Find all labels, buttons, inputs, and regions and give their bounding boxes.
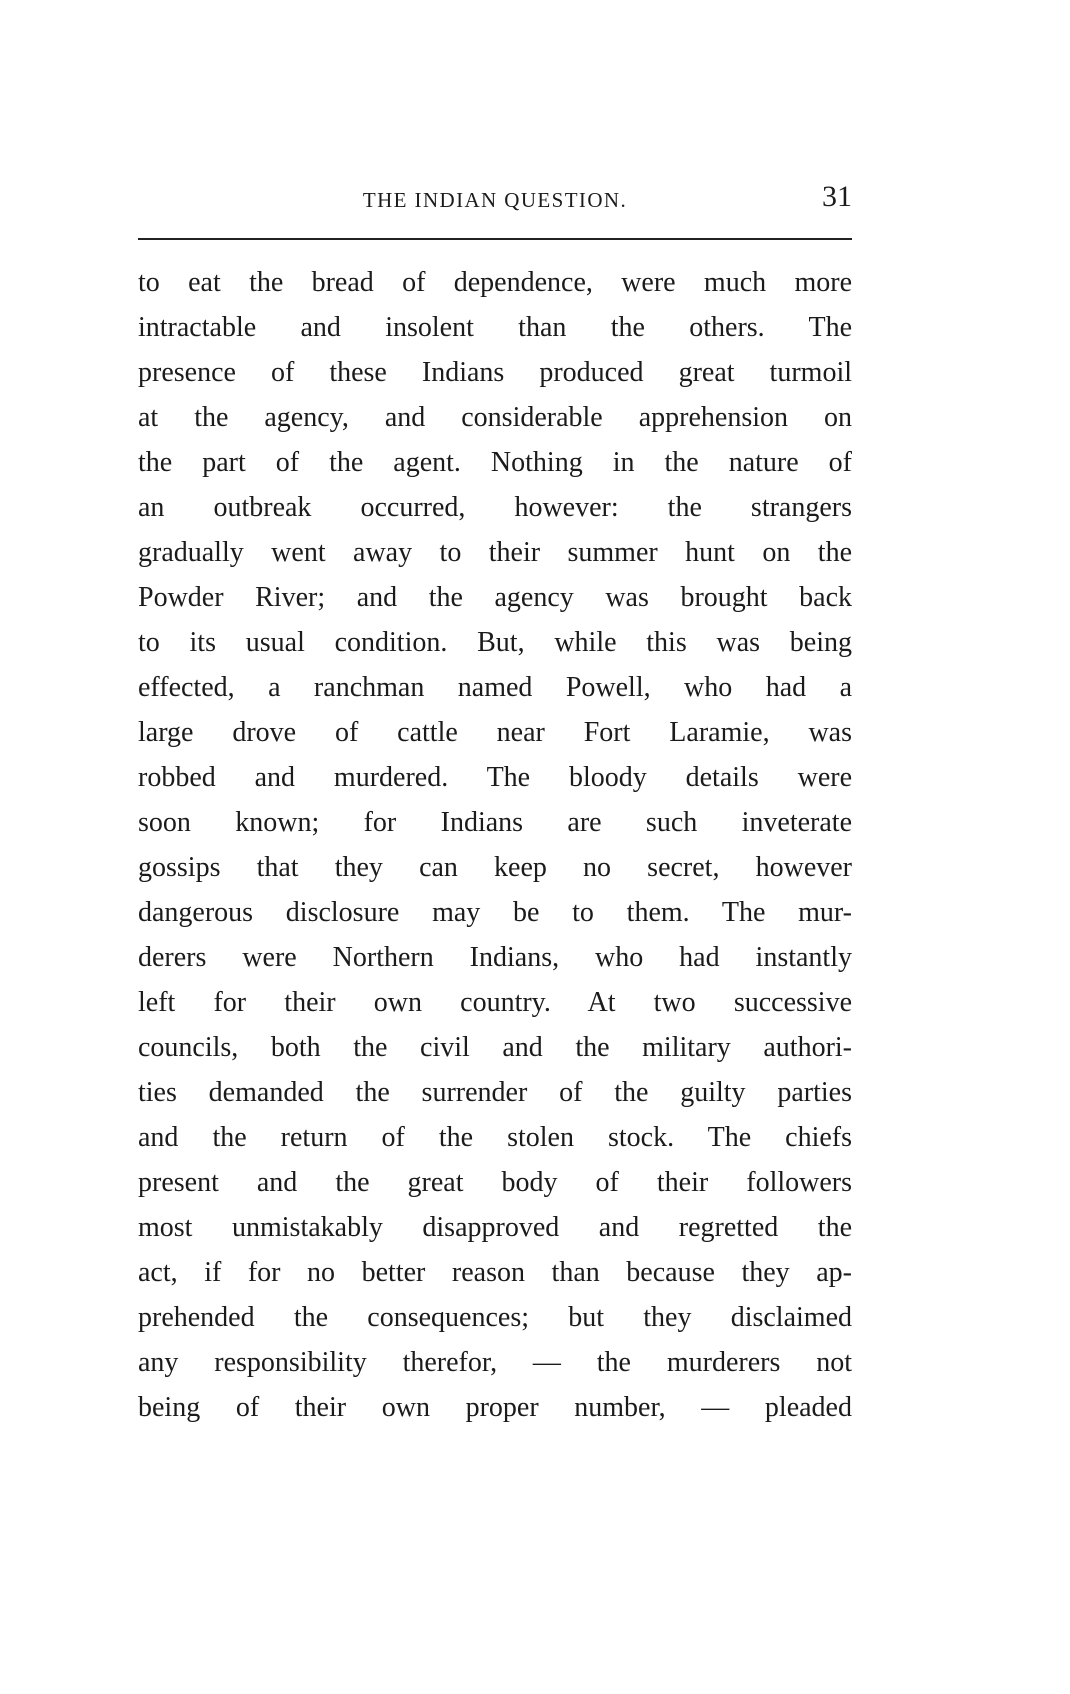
text-line: and the return of the stolen stock. The chiefs (138, 1122, 852, 1153)
text-line: gradually went away to their summer hunt on the (138, 537, 852, 568)
text-line: to eat the bread of dependence, were much more (138, 267, 852, 298)
text-line: councils, both the civil and the military authori- (138, 1032, 852, 1063)
text-line: act, if for no better reason than because they ap- (138, 1257, 852, 1288)
body-text (138, 260, 852, 1430)
text-line: to its usual condition. But, while this was being (138, 627, 852, 658)
page-number: 31 (822, 180, 852, 213)
text-line: derers were Northern Indians, who had instantly (138, 942, 852, 973)
text-line: presence of these Indians produced great turmoil (138, 357, 852, 388)
header-rule (138, 238, 852, 240)
text-line: left for their own country. At two successive (138, 987, 852, 1018)
text-line: the part of the agent. Nothing in the nature of (138, 447, 852, 478)
text-line: at the agency, and considerable apprehension on (138, 402, 852, 433)
text-line: an outbreak occurred, however: the strangers (138, 492, 852, 523)
text-line: any responsibility therefor, — the murderers not (138, 1347, 852, 1378)
text-line: ties demanded the surrender of the guilty parties (138, 1077, 852, 1108)
text-line: Powder River; and the agency was brought back (138, 582, 852, 613)
text-line: most unmistakably disapproved and regretted the (138, 1212, 852, 1243)
text-line: being of their own proper number, — pleaded (138, 1392, 852, 1423)
text-line: soon known; for Indians are such inveterate (138, 807, 852, 838)
text-line: intractable and insolent than the others. The (138, 312, 852, 343)
text-line: robbed and murdered. The bloody details were (138, 762, 852, 793)
text-line: effected, a ranchman named Powell, who had a (138, 672, 852, 703)
text-line: prehended the consequences; but they disclaimed (138, 1302, 852, 1333)
running-title: THE INDIAN QUESTION. (362, 188, 628, 212)
text-line: gossips that they can keep no secret, however (138, 852, 852, 883)
running-header (138, 180, 852, 224)
text-line: present and the great body of their followers (138, 1167, 852, 1198)
text-line: dangerous disclosure may be to them. The mur- (138, 897, 852, 928)
text-line: large drove of cattle near Fort Laramie, was (138, 717, 852, 748)
